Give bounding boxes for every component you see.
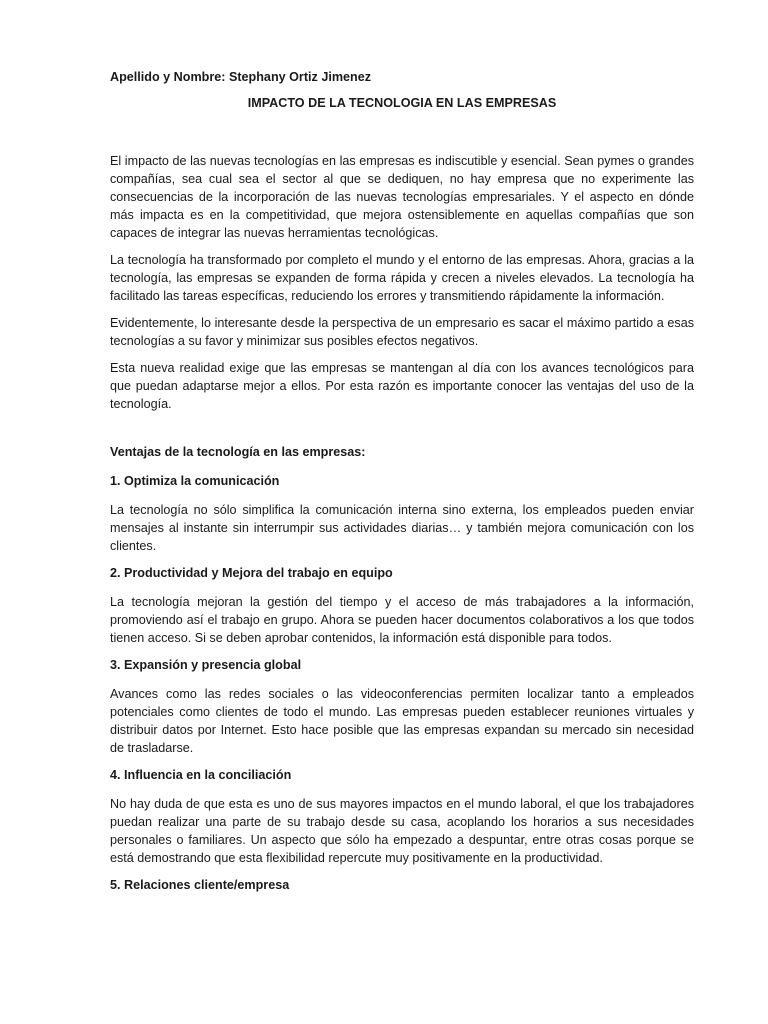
advantage-body-1: La tecnología no sólo simplifica la comunicación interna sino externa, los empleados pueden enviar mensajes al instante sin interrumpir sus actividades diarias… y también mejora comunicación con los clientes. bbox=[110, 503, 694, 553]
advantage-body-4: No hay duda de que esta es uno de sus mayores impactos en el mundo laboral, el que los trabajadores puedan realizar una parte de su trabajo desde su casa, acoplando los horarios a sus necesidades personales o familiares. Un aspecto que sólo ha empezado a despuntar, entre otras cosas porque se está demostrando que esta flexibilidad repercute muy positivamente en la productividad. bbox=[110, 797, 694, 865]
advantage-body-3: Avances como las redes sociales o las videoconferencias permiten localizar tanto a empleados potenciales como clientes de todo el mundo. Las empresas pueden establecer reuniones virtuales y distribuir datos por Internet. Esto hace posible que las empresas expandan su mercado sin necesidad de trasladarse. bbox=[110, 687, 694, 755]
intro-paragraph-2: La tecnología ha transformado por completo el mundo y el entorno de las empresas. Ahora, gracias a la tecnología, las empresas se expanden de forma rápida y crecen a niveles elevados. La tecnología ha facilitado las tareas específicas, reduciendo los errores y transmitiendo rápidamente la información. bbox=[110, 253, 694, 303]
advantage-heading-4: 4. Influencia en la conciliación bbox=[110, 768, 292, 782]
advantage-heading-3: 3. Expansión y presencia global bbox=[110, 658, 302, 672]
advantage-heading-2: 2. Productividad y Mejora del trabajo en equipo bbox=[110, 566, 393, 580]
advantages-heading: Ventajas de la tecnología en las empresas: bbox=[110, 445, 366, 459]
advantage-heading-1: 1. Optimiza la comunicación bbox=[110, 474, 280, 488]
advantage-heading-5: 5. Relaciones cliente/empresa bbox=[110, 878, 290, 892]
document-page bbox=[110, 68, 694, 905]
author-line: Apellido y Nombre: Stephany Ortiz Jimenez bbox=[110, 70, 372, 84]
intro-paragraph-3: Evidentemente, lo interesante desde la perspectiva de un empresario es sacar el máximo partido a esas tecnologías a su favor y minimizar sus posibles efectos negativos. bbox=[110, 316, 694, 348]
intro-paragraph-4: Esta nueva realidad exige que las empresas se mantengan al día con los avances tecnológicos para que puedan adaptarse mejor a ellos. Por esta razón es importante conocer las ventajas del uso de la tecnología. bbox=[110, 361, 694, 411]
advantage-body-2: La tecnología mejoran la gestión del tiempo y el acceso de más trabajadores a la información, promoviendo así el trabajo en grupo. Ahora se pueden hacer documentos colaborativos a los que todos tienen acceso. Si se deben aprobar contenidos, la información está disponible para todos. bbox=[110, 595, 694, 645]
document-title: IMPACTO DE LA TECNOLOGIA EN LAS EMPRESAS bbox=[247, 96, 557, 110]
intro-paragraph-1: El impacto de las nuevas tecnologías en las empresas es indiscutible y esencial. Sean pymes o grandes compañías, sea cual sea el sector al que se dediquen, no hay empresa que no experimente las consecuencias de la incorporación de las nuevas tecnologías empresariales. Y el aspecto en dónde más impacta es en la competitividad, que mejora ostensiblemente en aquellas compañías que son capaces de integrar las nuevas herramientas tecnológicas. bbox=[110, 154, 694, 240]
